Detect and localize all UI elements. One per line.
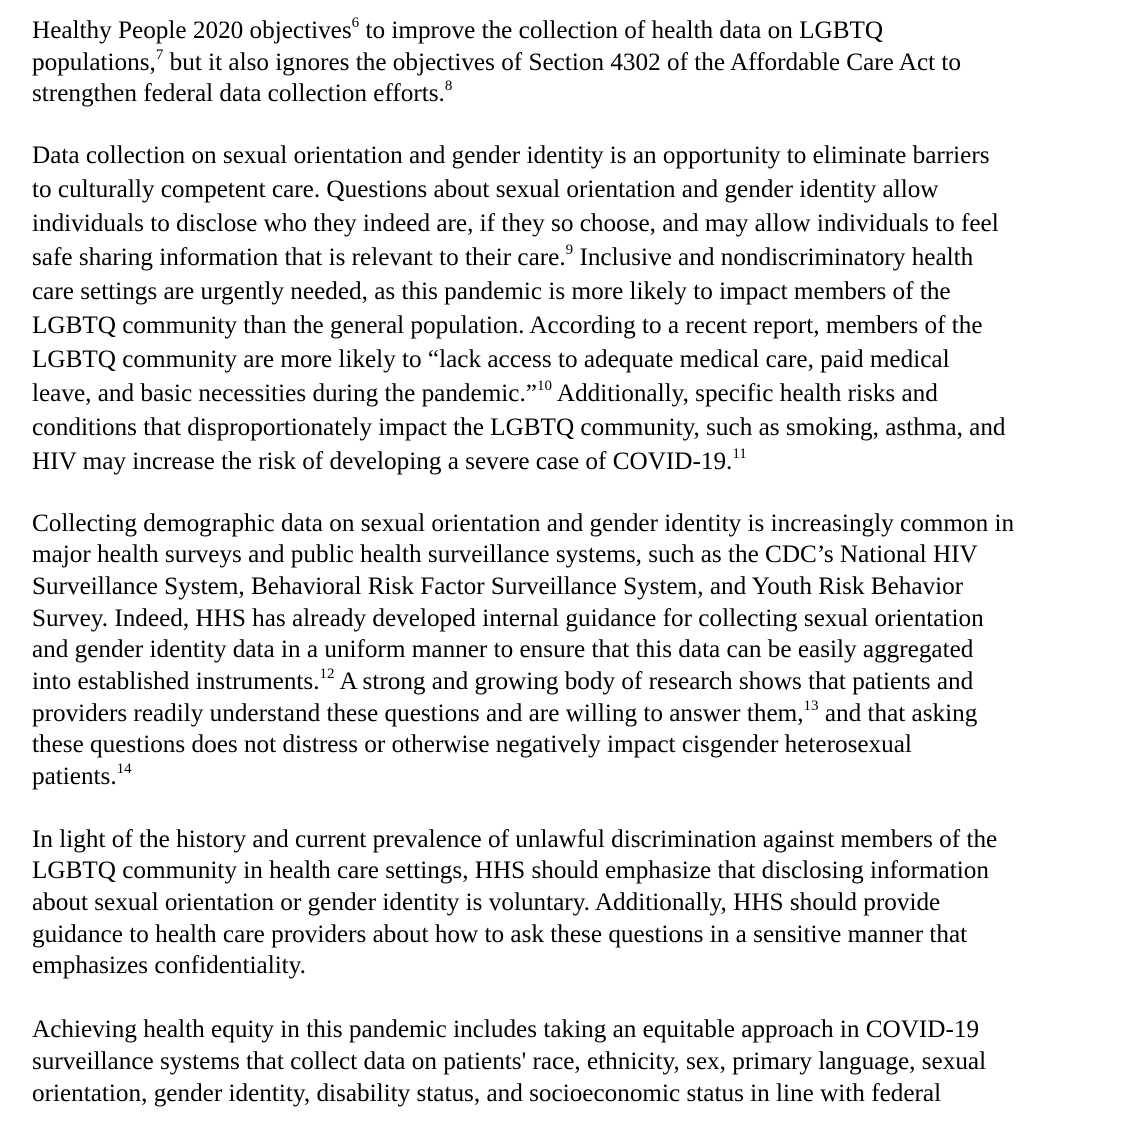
- text-segment: providers readily understand these questions and are willing to answer them,: [32, 699, 804, 727]
- text-line: [32, 173, 1132, 207]
- text-segment: these questions does not distress or otherwise negatively impact cisgender heterosexual: [32, 731, 912, 759]
- text-segment: Surveillance System, Behavioral Risk Factor Surveillance System, and Youth Risk Behavior: [32, 572, 964, 600]
- text-line: [32, 78, 1132, 110]
- text-segment: guidance to health care providers about how to ask these questions in a sensitive manner that: [32, 920, 968, 948]
- text-line: [32, 1014, 1132, 1046]
- footnote-reference: 6: [351, 15, 360, 31]
- text-segment: about sexual orientation or gender identity is voluntary. Additionally, HHS should provide: [32, 889, 941, 917]
- text-segment: and that asking: [818, 699, 978, 727]
- text-line: [32, 411, 1132, 445]
- footnote-reference: 9: [565, 241, 574, 258]
- text-segment: In light of the history and current prevalence of unlawful discrimination against members of the: [32, 825, 998, 853]
- text-segment: Collecting demographic data on sexual orientation and gender identity is increasingly common in: [32, 509, 1015, 537]
- text-segment: conditions that disproportionately impact the LGBTQ community, such as smoking, asthma, and: [32, 413, 1006, 441]
- text-segment: A strong and growing body of research shows that patients and: [334, 667, 974, 695]
- text-segment: safe sharing information that is relevant to their care.: [32, 243, 566, 271]
- text-line: [32, 698, 1132, 730]
- text-line: [32, 15, 1132, 47]
- text-line: [32, 275, 1132, 309]
- text-line: [32, 1078, 1132, 1110]
- text-line: [32, 241, 1132, 275]
- text-segment: care settings are urgently needed, as this pandemic is more likely to impact members of the: [32, 277, 951, 305]
- text-segment: and gender identity data in a uniform manner to ensure that this data can be easily aggregated: [32, 636, 974, 664]
- document-page: [32, 15, 1132, 1138]
- text-segment: surveillance systems that collect data on patients' race, ethnicity, sex, primary language, sexual: [32, 1047, 987, 1075]
- footnote-reference: 8: [444, 78, 453, 94]
- text-segment: populations,: [32, 48, 156, 76]
- text-segment: into established instruments.: [32, 667, 320, 695]
- text-segment: but it also ignores the objectives of Section 4302 of the Affordable Care Act to: [163, 48, 962, 76]
- text-line: [32, 729, 1132, 761]
- text-segment: orientation, gender identity, disability status, and socioeconomic status in line with federal: [32, 1079, 942, 1107]
- text-segment: emphasizes confidentiality.: [32, 952, 306, 980]
- footnote-reference: 13: [803, 697, 819, 714]
- text-line: [32, 950, 1132, 982]
- text-line: [32, 887, 1132, 919]
- text-segment: strengthen federal data collection efforts.: [32, 80, 445, 107]
- text-segment: Survey. Indeed, HHS has already developed internal guidance for collecting sexual orientation: [32, 604, 984, 632]
- footnote-reference: 7: [155, 46, 164, 63]
- text-line: [32, 207, 1132, 241]
- footnote-reference: 12: [319, 665, 335, 682]
- text-line: [32, 139, 1132, 173]
- text-segment: major health surveys and public health surveillance systems, such as the CDC’s National HIV: [32, 541, 978, 569]
- text-segment: LGBTQ community than the general population. According to a recent report, members of the: [32, 311, 983, 339]
- text-segment: LGBTQ community in health care settings, HHS should emphasize that disclosing information: [32, 857, 989, 885]
- paragraph-5: [32, 1014, 1132, 1109]
- footnote-reference: 10: [536, 377, 552, 394]
- text-segment: Data collection on sexual orientation and gender identity is an opportunity to eliminate barriers: [32, 141, 990, 169]
- footnote-reference: 11: [732, 445, 747, 462]
- paragraph-2: [32, 139, 1132, 479]
- text-segment: to culturally competent care. Questions about sexual orientation and gender identity allow: [32, 175, 939, 203]
- text-line: [32, 1046, 1132, 1078]
- text-line: [32, 855, 1132, 887]
- text-segment: patients.: [32, 763, 117, 790]
- text-line: [32, 47, 1132, 79]
- text-line: [32, 445, 1132, 479]
- text-line: [32, 343, 1132, 377]
- text-segment: Additionally, specific health risks and: [551, 379, 938, 407]
- text-segment: LGBTQ community are more likely to “lack access to adequate medical care, paid medical: [32, 345, 950, 373]
- text-segment: to improve the collection of health data on LGBTQ: [359, 17, 884, 44]
- text-line: [32, 508, 1132, 540]
- text-segment: Inclusive and nondiscriminatory health: [573, 243, 974, 271]
- footnote-reference: 14: [116, 761, 132, 777]
- text-segment: individuals to disclose who they indeed are, if they so choose, and may allow individuals to feel: [32, 209, 999, 237]
- text-line: [32, 634, 1132, 666]
- paragraph-4: [32, 824, 1132, 982]
- text-line: [32, 919, 1132, 951]
- text-line: [32, 761, 1132, 793]
- text-line: [32, 377, 1132, 411]
- text-line: [32, 824, 1132, 856]
- paragraph-1: [32, 15, 1132, 110]
- text-line: [32, 666, 1132, 698]
- text-segment: Achieving health equity in this pandemic includes taking an equitable approach in COVID-19: [32, 1016, 980, 1044]
- text-line: [32, 309, 1132, 343]
- text-segment: Healthy People 2020 objectives: [32, 17, 352, 44]
- text-segment: leave, and basic necessities during the pandemic.”: [32, 379, 537, 407]
- text-line: [32, 571, 1132, 603]
- text-line: [32, 603, 1132, 635]
- text-line: [32, 539, 1132, 571]
- text-segment: HIV may increase the risk of developing a severe case of COVID-19.: [32, 447, 733, 475]
- paragraph-3: [32, 508, 1132, 793]
